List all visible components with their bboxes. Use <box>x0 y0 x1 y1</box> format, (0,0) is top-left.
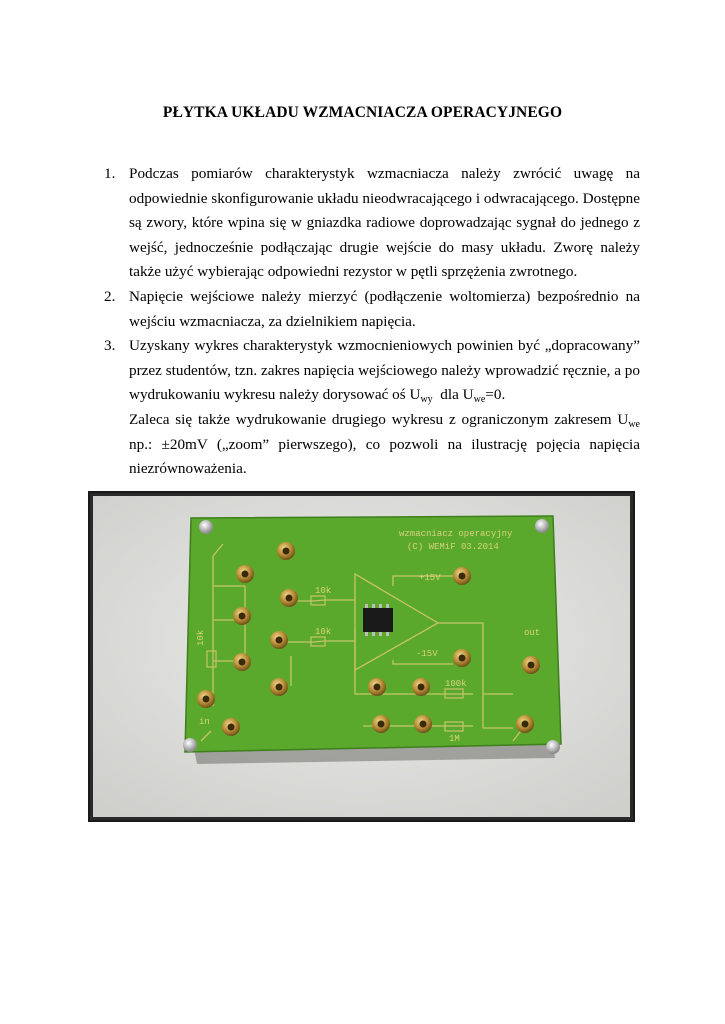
item-text: Napięcie wejściowe należy mierzyć (podłączenie woltomierza) bezpośrednio na wejściu wzmacniacza, za dzielnikiem napięcia. <box>129 287 640 330</box>
supply-minus-label: -15V <box>416 649 438 659</box>
screw-icon <box>546 740 560 754</box>
item-number: 1. <box>104 165 116 182</box>
board-photo <box>88 491 635 822</box>
item-number: 3. <box>104 337 116 355</box>
resistor-label: 10k <box>315 586 332 596</box>
socket-icon <box>414 715 432 733</box>
instruction-list <box>104 162 640 482</box>
socket-icon <box>522 656 540 674</box>
supply-plus-label: +15V <box>419 573 441 583</box>
socket-icon <box>236 565 254 583</box>
item-text: =0. <box>485 386 506 404</box>
board-copyright-text: (C) WEMiF 03.2014 <box>407 542 499 552</box>
socket-icon <box>197 690 215 708</box>
item-text: Podczas pomiarów charakterystyk wzmacniacza należy zwrócić uwagę na odpowiednie skonfigurowanie układu nieodwracającego i odwracającego. Dostępne są zwory, które wpina się w gniazdka radiowe doprowadzając sygnał do jednego z wejść, jednocześnie podłączając drugie wejście do masy układu. Zworę należy także użyć wybierając odpowiedni rezystor w pętli sprzężenia zwrotnego. <box>129 165 640 281</box>
socket-icon <box>372 715 390 733</box>
socket-icon <box>233 607 251 625</box>
item-number: 2. <box>104 287 116 305</box>
subscript: we <box>473 394 486 406</box>
opamp-chip <box>363 604 393 636</box>
circuit-board-image <box>93 496 630 817</box>
output-label: out <box>524 628 541 638</box>
socket-icon <box>270 631 288 649</box>
item-text: Zaleca się także wydrukowanie drugiego wykresu z ograniczonym zakresem U <box>129 410 629 428</box>
socket-icon <box>280 589 298 607</box>
list-item <box>104 285 640 334</box>
socket-icon <box>277 542 295 560</box>
resistor-label: 10k <box>196 629 206 646</box>
input-label: in <box>199 717 210 727</box>
item-text: Uzyskany wykres charakterystyk wzmocnieniowych powinien być „dopracowany” przez studentów, tzn. zakres napięcia wejściowego należy wprowadzić ręcznie, a po wydrukowaniu wykresu należy dorysować oś U <box>129 337 640 404</box>
socket-icon <box>222 718 240 736</box>
screw-icon <box>183 738 197 752</box>
list-item <box>104 334 640 482</box>
socket-icon <box>233 653 251 671</box>
item-text: dla U <box>432 386 474 404</box>
socket-icon <box>368 678 386 696</box>
socket-icon <box>412 678 430 696</box>
page-title: PŁYTKA UKŁADU WZMACNIACZA OPERACYJNEGO <box>162 104 563 121</box>
subscript: we <box>628 418 640 430</box>
item-paragraph-1 <box>129 334 640 408</box>
socket-icon <box>516 715 534 733</box>
resistor-label: 100k <box>445 679 467 689</box>
socket-icon <box>453 567 471 585</box>
socket-icon <box>270 678 288 696</box>
socket-icon <box>453 649 471 667</box>
list-item <box>104 162 640 285</box>
subscript: wy <box>420 394 433 406</box>
item-paragraph-2 <box>129 408 640 482</box>
board-title-text: wzmacniacz operacyjny <box>399 529 513 539</box>
resistor-label: 10k <box>315 627 332 637</box>
resistor-label: 1M <box>449 734 460 744</box>
item-text: np.: ±20mV („zoom” pierwszego), co pozwoli na ilustrację pojęcia napięcia niezrównoważenia. <box>129 435 640 478</box>
screw-icon <box>535 519 549 533</box>
screw-icon <box>199 520 213 534</box>
